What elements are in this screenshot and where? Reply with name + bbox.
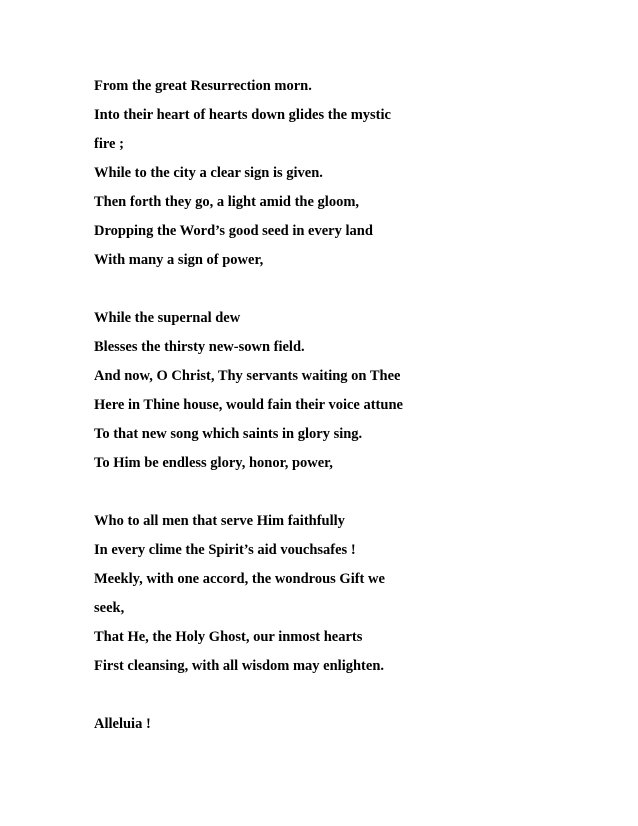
- poem-line: With many a sign of power,: [94, 252, 264, 268]
- poem-line: Blesses the thirsty new-sown field.: [94, 339, 305, 355]
- poem-line: From the great Resurrection morn.: [94, 78, 312, 94]
- stanza-break: [94, 681, 614, 710]
- poem-line: Meekly, with one accord, the wondrous Gift we: [94, 571, 385, 587]
- poem-line: In every clime the Spirit’s aid vouchsafes !: [94, 542, 356, 558]
- stanza-break: [94, 275, 614, 304]
- poem-line: To Him be endless glory, honor, power,: [94, 455, 333, 471]
- poem-line: Into their heart of hearts down glides the mystic: [94, 107, 391, 123]
- poem-line: seek,: [94, 600, 125, 616]
- stanza-break: [94, 478, 614, 507]
- poem-line: Who to all men that serve Him faithfully: [94, 513, 345, 529]
- poem-line: While the supernal dew: [94, 310, 241, 326]
- stanza-1: [94, 72, 614, 275]
- stanza-2: [94, 304, 614, 478]
- poem-line: First cleansing, with all wisdom may enlighten.: [94, 658, 385, 674]
- stanza-3: [94, 507, 614, 681]
- stanza-4: [94, 710, 614, 739]
- poem-text: [94, 72, 614, 739]
- poem-line: While to the city a clear sign is given.: [94, 165, 323, 181]
- poem-line: Alleluia !: [94, 716, 151, 732]
- poem-line: Here in Thine house, would fain their voice attune: [94, 397, 403, 413]
- poem-line: To that new song which saints in glory sing.: [94, 426, 363, 442]
- poem-line: Then forth they go, a light amid the gloom,: [94, 194, 360, 210]
- poem-line: Dropping the Word’s good seed in every land: [94, 223, 373, 239]
- poem-line: That He, the Holy Ghost, our inmost hearts: [94, 629, 363, 645]
- poem-line: And now, O Christ, Thy servants waiting on Thee: [94, 368, 401, 384]
- poem-line: fire ;: [94, 136, 124, 152]
